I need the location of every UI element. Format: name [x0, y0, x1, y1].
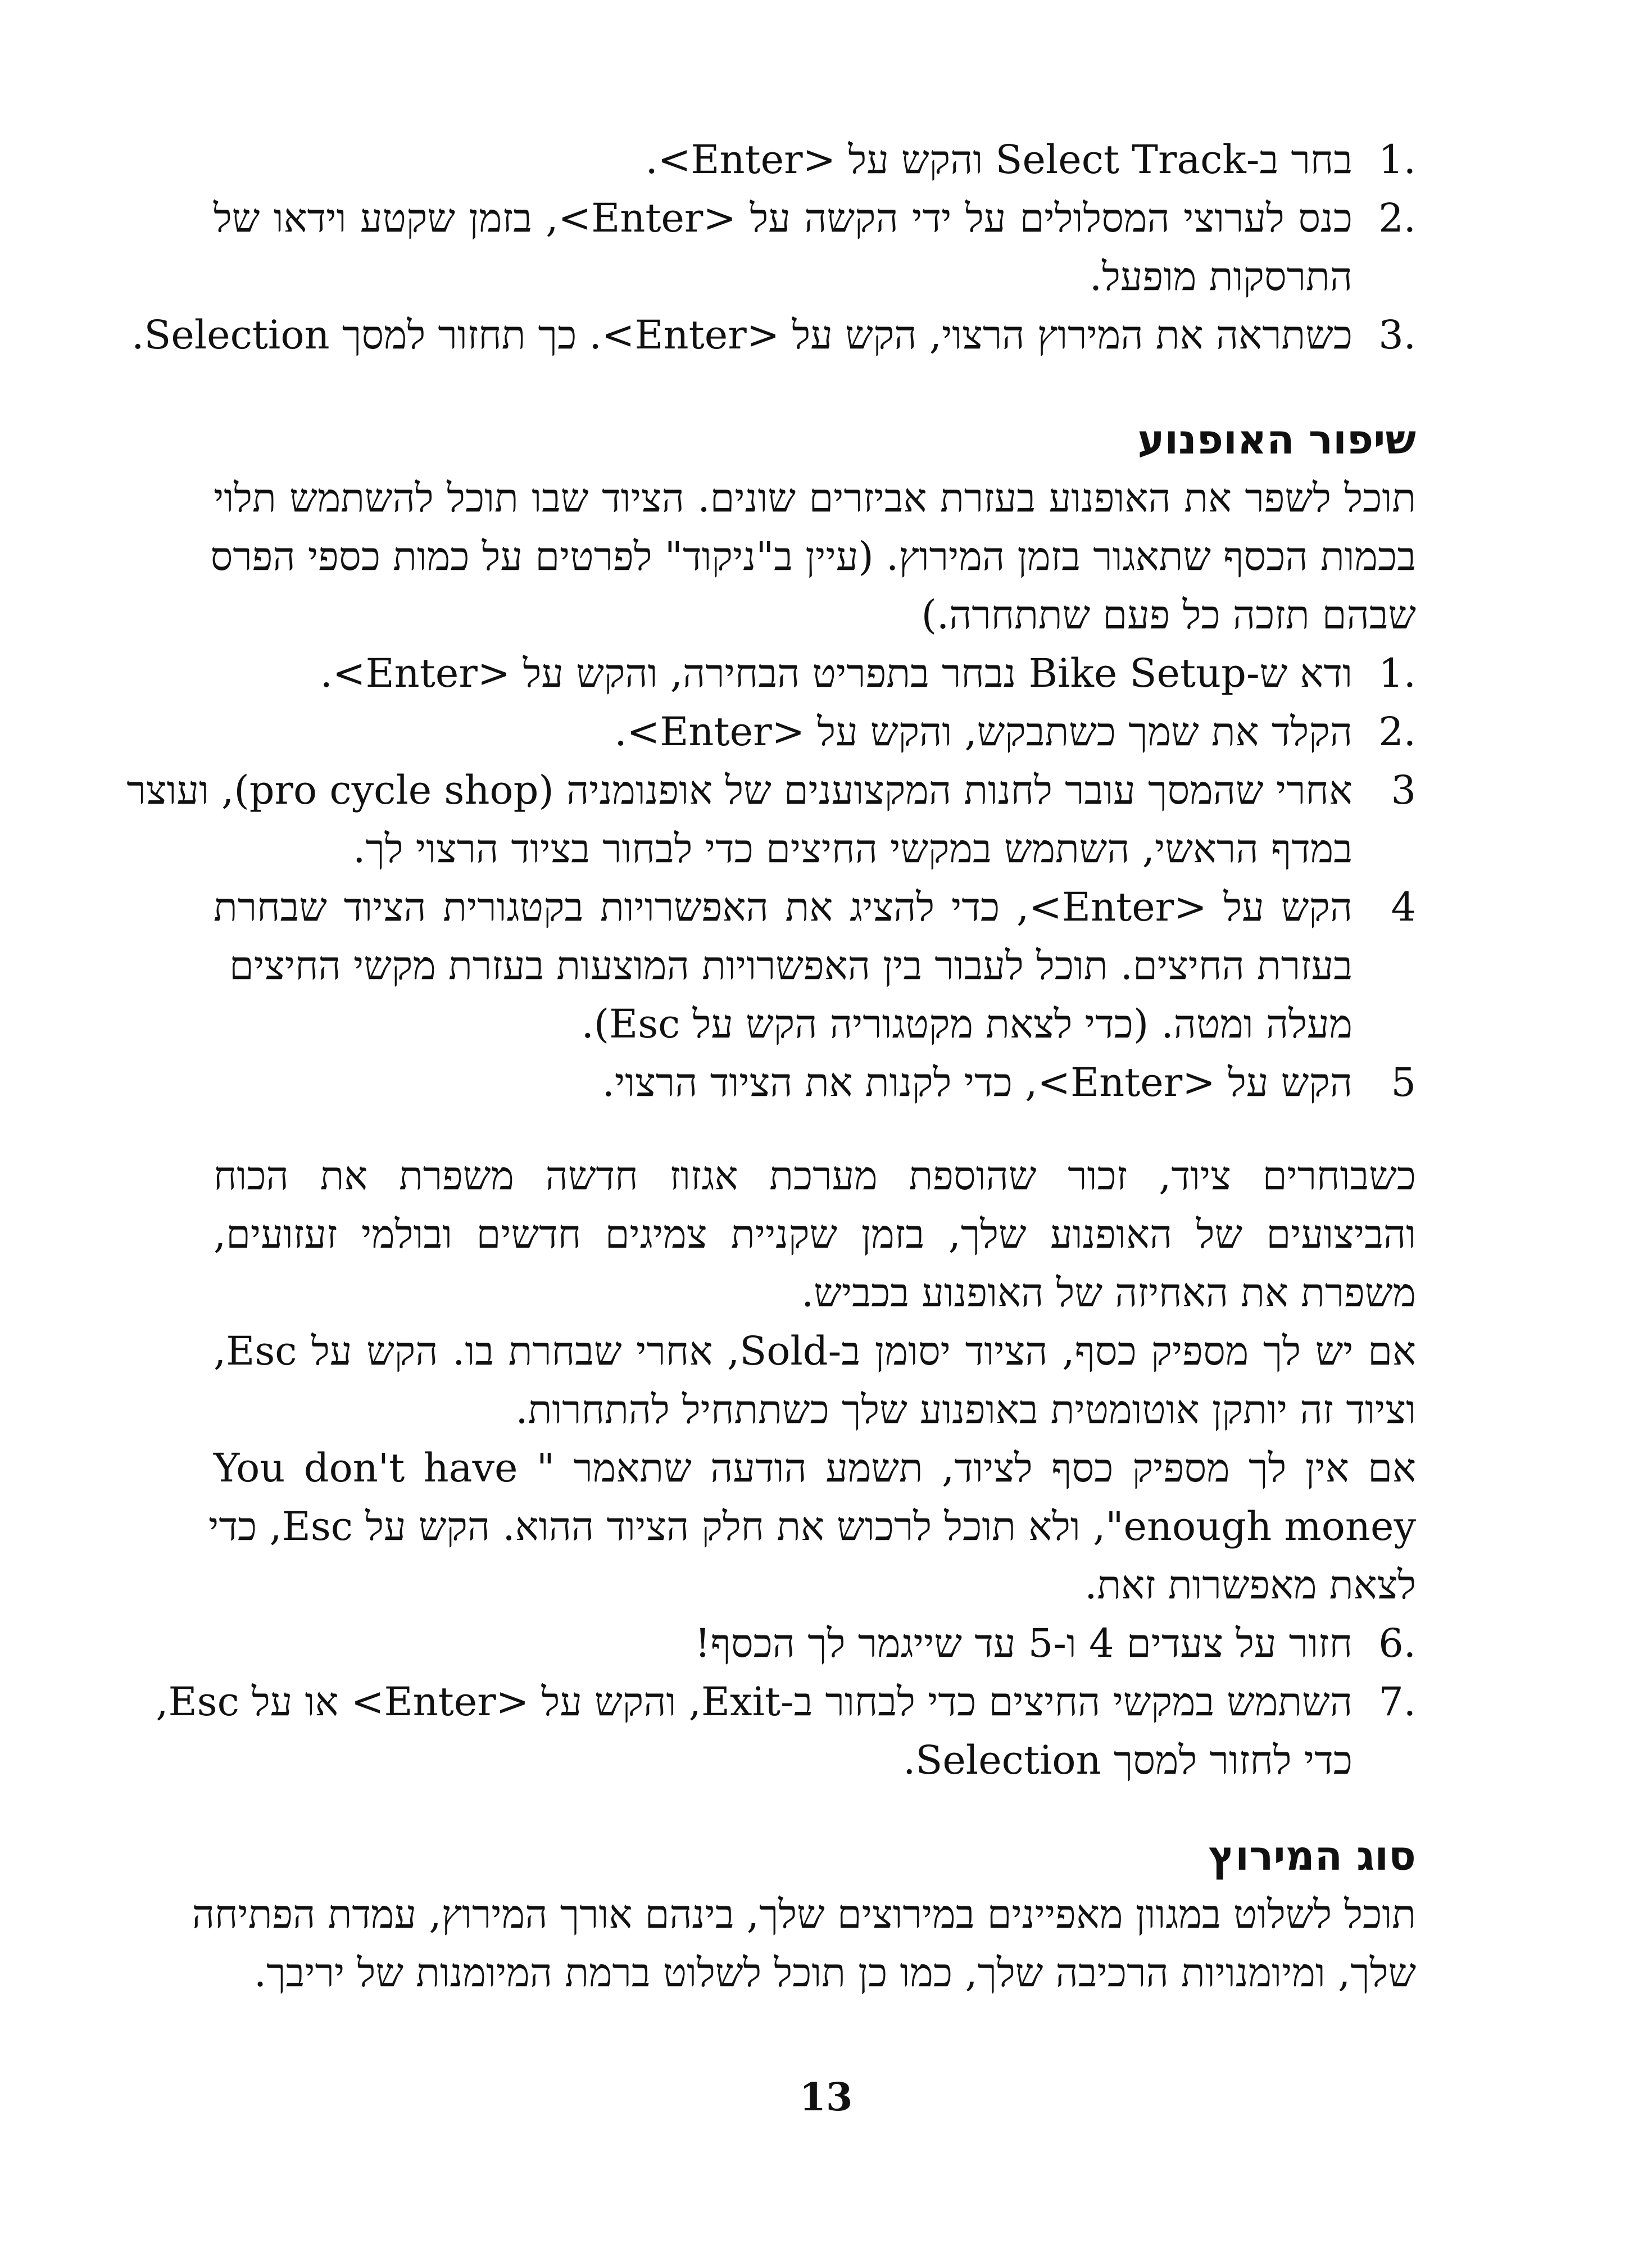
note-line: כשבוחרים ציוד, זכור שהוספת מערכת אגזוז חדשה משפרת את הכוח [214, 1153, 1416, 1199]
step-number: .3 [1378, 312, 1416, 358]
section-heading: סוג המירוץ [1208, 1832, 1416, 1879]
step-text: הקלד את שמך כשתבקש, והקש על <Enter>. [614, 709, 1353, 755]
race-type-section [192, 1827, 1416, 2002]
step-text: הקש על <Enter>, כדי להציג את האפשרויות בקטגורית הציוד שבחרת [214, 884, 1353, 930]
step-number: .2 [1378, 709, 1416, 755]
step-number: .2 [1378, 195, 1416, 241]
step-text: אחרי שהמסך עובר לחנות המקצוענים של אופנומניה (pro cycle shop), ועוצר [126, 767, 1353, 813]
step-text: מעלה ומטה. (כדי לצאת מקטגוריה הקש על Esc). [581, 1001, 1353, 1047]
note-line: enough money", ולא תוכל לרכוש את חלק הציוד ההוא. הקש על Esc, כדי [208, 1503, 1416, 1549]
step-1 [214, 130, 1416, 189]
step-text: השתמש במקשי החיצים כדי לבחור ב-Exit, והקש על <Enter> או על Esc, [156, 1679, 1353, 1725]
intro-line: שבהם תזכה כל פעם שתתחרה.) [921, 592, 1416, 638]
step-4 [214, 878, 1416, 936]
step-number: 5 [1391, 1059, 1416, 1105]
step-4-continuation [214, 995, 1416, 1053]
step-4-continuation [214, 936, 1416, 995]
intro-line: בכמות הכסף שתאגור בזמן המירוץ. (עיין ב"ניקוד" לפרטים על כמות כספי הפרס [210, 533, 1416, 579]
step-7-continuation [214, 1731, 1416, 1789]
note-line: אם אין לך מספיק כסף לציוד, תשמע הודעה שתאמר " You don't have [214, 1445, 1416, 1491]
step-3 [126, 761, 1416, 819]
note-line: לצאת מאפשרות זאת. [1084, 1562, 1416, 1608]
step-text: התרסקות מופעל. [1089, 253, 1353, 300]
section-heading: שיפור האופנוע [1137, 416, 1416, 463]
step-2-continuation [214, 247, 1416, 306]
step-text: כנס לערוצי המסלולים על ידי הקשה על <Enter>, בזמן שקטע וידאו של [214, 195, 1353, 241]
step-number: .7 [1378, 1679, 1416, 1725]
step-7 [156, 1673, 1416, 1731]
step-number: .1 [1378, 137, 1416, 183]
step-text: ודא ש-Bike Setup נבחר בתפריט הבחירה, והקש על <Enter>. [320, 650, 1353, 696]
step-number: 4 [1391, 884, 1416, 930]
step-5 [214, 1053, 1416, 1112]
step-1 [214, 644, 1416, 703]
step-2 [214, 703, 1416, 761]
step-3-continuation [214, 819, 1416, 878]
step-number: .6 [1378, 1620, 1416, 1666]
page-number: 13 [799, 2075, 853, 2120]
step-text: במדף הראשי, השתמש במקשי החיצים כדי לבחור בציוד הרצוי לך. [353, 826, 1353, 872]
note-line: והביצועים של האופנוע שלך, בזמן שקניית צמיגים חדשים ובולמי זעזועים, [214, 1211, 1416, 1257]
step-text: בחר ב-Select Track והקש על <Enter>. [645, 137, 1353, 183]
intro-line: תוכל לשפר את האופנוע בעזרת אביזרים שונים. הציוד שבו תוכל להשתמש תלוי [214, 475, 1416, 521]
race-line: שלך, ומיומנויות הרכיבה שלך, כמו כן תוכל לשלוט ברמת המיומנות של יריבך. [253, 1950, 1416, 1996]
note-line: וציוד זה יותקן אוטומטית באופנוע שלך כשתתחיל להתחרות. [515, 1386, 1416, 1433]
step-text: חזור על צעדים 4 ו-5 עד שייגמר לך הכסף! [695, 1620, 1353, 1666]
step-text: הקש על <Enter>, כדי לקנות את הציוד הרצוי. [602, 1059, 1353, 1105]
step-6 [214, 1614, 1416, 1673]
step-number: .1 [1378, 650, 1416, 696]
step-3 [131, 306, 1416, 364]
note-line: אם יש לך מספיק כסף, הציוד יסומן ב-Sold, אחרי שבחרת בו. הקש על Esc, [214, 1328, 1416, 1374]
step-text: בעזרת החיצים. תוכל לעבור בין האפשרויות המוצעות בעזרת מקשי החיצים [229, 942, 1353, 989]
step-text: כשתראה את המירוץ הרצוי, הקש על <Enter>. כך תחזור למסך Selection. [131, 312, 1353, 358]
note-line: משפרת את האחיזה של האופנוע בכביש. [801, 1270, 1416, 1316]
step-number: 3 [1391, 767, 1416, 813]
notes-section [156, 1146, 1416, 1789]
top-steps [131, 130, 1416, 364]
bike-upgrade-section [126, 410, 1416, 1112]
step-text: כדי לחזור למסך Selection. [903, 1737, 1353, 1783]
step-2 [214, 189, 1416, 247]
race-line: תוכל לשלוט במגוון מאפיינים במירוצים שלך, בינהם אורך המירוץ, עמדת הפתיחה [192, 1891, 1416, 1937]
